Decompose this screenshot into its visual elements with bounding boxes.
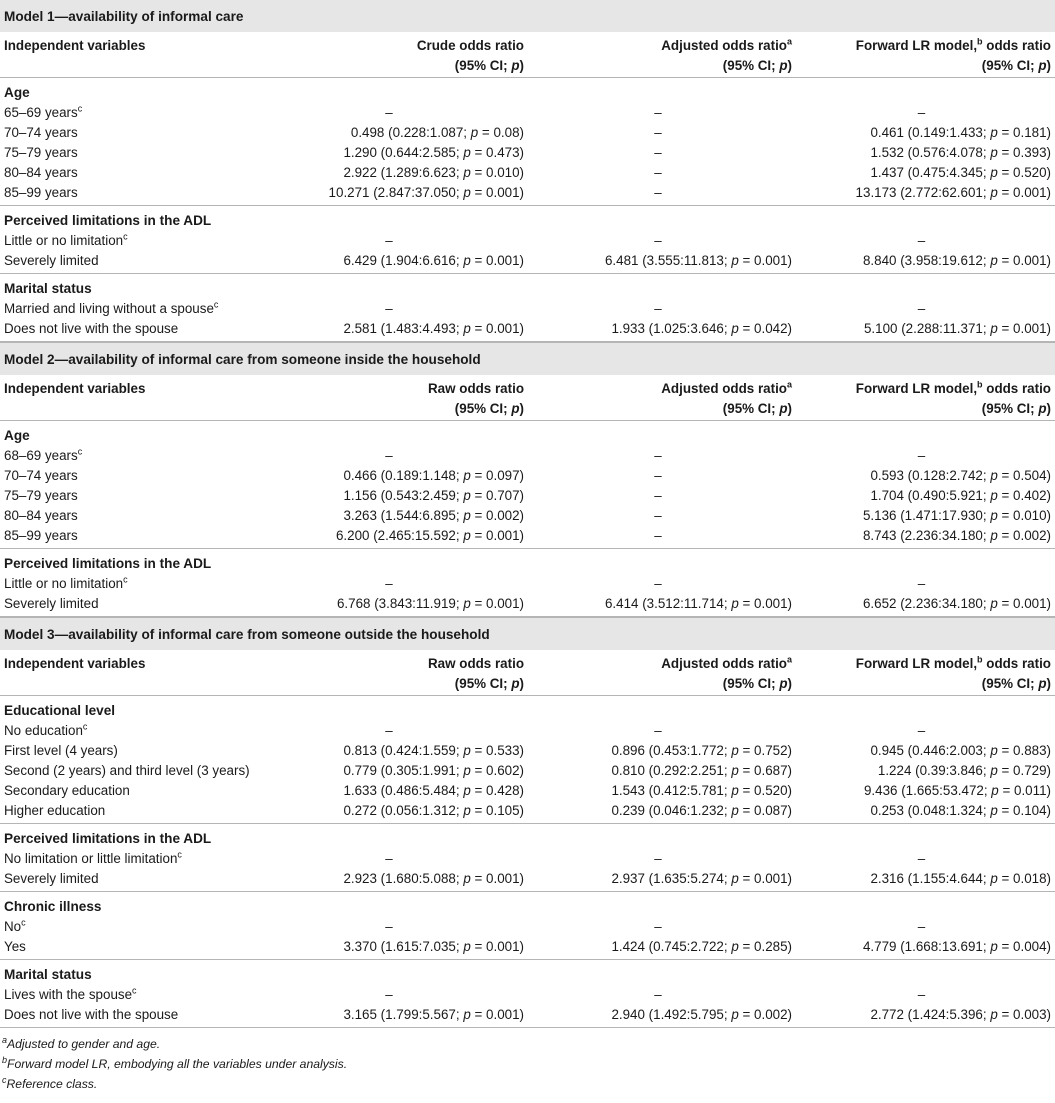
cell-value: –: [917, 723, 926, 738]
row-label-text: 70–74 years: [4, 468, 78, 483]
header-line: (95% CI; p): [454, 676, 524, 691]
row-label: [4, 721, 254, 741]
cell-value: 0.461 (0.149:1.433; p = 0.181): [870, 125, 1051, 140]
row-label-text: 65–69 years: [4, 105, 78, 120]
column-header-forward-lr: [792, 36, 1051, 77]
cell-value: 0.945 (0.446:2.003; p = 0.883): [870, 743, 1051, 758]
model-title: Model 2—availability of informal care from someone inside the household: [0, 343, 1055, 375]
row-label-text: No limitation or little limitation: [4, 851, 178, 866]
row-label: [4, 446, 254, 466]
footnote-marker: a: [2, 1034, 8, 1045]
cell-value: 0.810 (0.292:2.251; p = 0.687): [611, 763, 792, 778]
cell-value: 10.271 (2.847:37.050; p = 0.001): [328, 185, 524, 200]
cell-value: 2.772 (1.424:5.396; p = 0.003): [870, 1007, 1051, 1022]
row-label: [4, 741, 254, 761]
variable-group: [0, 206, 1055, 274]
variable-group: [0, 960, 1055, 1028]
row-label-text: Does not live with the spouse: [4, 321, 179, 336]
row-label-text: Married and living without a spouse: [4, 301, 214, 316]
row-label: [4, 1005, 254, 1025]
table-row: [0, 917, 1055, 937]
column-header-raw-odds: [254, 654, 524, 695]
column-header-variables: Independent variables: [4, 656, 146, 671]
footnote-marker: b: [977, 654, 983, 665]
footnote-text: Adjusted to gender and age.: [7, 1037, 161, 1051]
variable-group: [0, 824, 1055, 892]
cell-value: 3.370 (1.615:7.035; p = 0.001): [343, 939, 524, 954]
cell-value: 0.896 (0.453:1.772; p = 0.752): [611, 743, 792, 758]
cell-value: –: [917, 448, 926, 463]
cell-value: 3.165 (1.799:5.567; p = 0.001): [343, 1007, 524, 1022]
group-title: Marital status: [4, 281, 92, 296]
cell-value: 13.173 (2.772:62.601; p = 0.001): [855, 185, 1051, 200]
table-row: [0, 299, 1055, 319]
row-label-text: Severely limited: [4, 871, 99, 886]
row-label: [4, 574, 254, 594]
group-title: Chronic illness: [4, 899, 102, 914]
table-header-row: [0, 375, 1055, 421]
table-header-row: [0, 650, 1055, 696]
cell-value: 2.940 (1.492:5.795; p = 0.002): [611, 1007, 792, 1022]
row-label: [4, 526, 254, 546]
header-line: Adjusted odds ratio: [661, 38, 787, 53]
cell-value: 1.224 (0.39:3.846; p = 0.729): [877, 763, 1051, 778]
group-title: Age: [4, 85, 30, 100]
cell-value: –: [917, 919, 926, 934]
cell-value: –: [917, 851, 926, 866]
header-line: (95% CI; p): [981, 58, 1051, 73]
table-row: [0, 183, 1055, 203]
row-label: [4, 466, 254, 486]
cell-value: 6.414 (3.512:11.714; p = 0.001): [604, 596, 792, 611]
cell-value: 0.253 (0.048:1.324; p = 0.104): [870, 803, 1051, 818]
footnote-marker: c: [177, 849, 182, 860]
cell-value: 1.424 (0.745:2.722; p = 0.285): [611, 939, 792, 954]
footnote-marker: b: [2, 1054, 8, 1065]
cell-value: –: [917, 576, 926, 591]
cell-value: 6.652 (2.236:34.180; p = 0.001): [862, 596, 1051, 611]
footnote-marker: c: [82, 721, 88, 732]
header-line: (95% CI; p): [722, 401, 792, 416]
row-label: [4, 123, 254, 143]
row-label-text: 75–79 years: [4, 488, 78, 503]
table-row: [0, 574, 1055, 594]
cell-value: –: [917, 987, 926, 1002]
cell-value: 6.481 (3.555:11.813; p = 0.001): [604, 253, 792, 268]
header-line: Forward LR model,: [855, 656, 978, 671]
row-label-text: Second (2 years) and third level (3 years): [4, 763, 250, 778]
footnote-marker: b: [977, 36, 983, 47]
column-header-adjusted-odds: [524, 36, 792, 77]
header-line: Crude odds ratio: [416, 38, 524, 53]
row-label: [4, 506, 254, 526]
row-label: [4, 163, 254, 183]
table-row: [0, 231, 1055, 251]
cell-value: –: [385, 919, 393, 934]
footnote-text: Forward model LR, embodying all the variables under analysis.: [7, 1057, 348, 1071]
cell-value: 1.156 (0.543:2.459; p = 0.707): [343, 488, 524, 503]
cell-value: 2.316 (1.155:4.644; p = 0.018): [870, 871, 1051, 886]
cell-value: –: [385, 301, 393, 316]
row-label-text: Severely limited: [4, 253, 99, 268]
column-header-adjusted-odds: [524, 654, 792, 695]
header-line: (95% CI; p): [981, 401, 1051, 416]
cell-value: 4.779 (1.668:13.691; p = 0.004): [862, 939, 1051, 954]
row-label: [4, 869, 254, 889]
cell-value: 1.704 (0.490:5.921; p = 0.402): [870, 488, 1051, 503]
cell-value: 8.743 (2.236:34.180; p = 0.002): [862, 528, 1051, 543]
footnote-marker: c: [132, 985, 137, 996]
header-line: Raw odds ratio: [428, 656, 524, 671]
column-header-adjusted-odds: [524, 379, 792, 420]
row-label-text: No: [4, 919, 22, 934]
header-line: odds ratio: [982, 38, 1051, 53]
row-label-text: 75–79 years: [4, 145, 78, 160]
cell-value: –: [654, 987, 662, 1002]
row-label: [4, 937, 254, 957]
cell-value: –: [654, 165, 662, 180]
cell-value: –: [654, 919, 662, 934]
cell-value: –: [654, 448, 662, 463]
cell-value: 1.290 (0.644:2.585; p = 0.473): [343, 145, 524, 160]
cell-value: 1.532 (0.576:4.078; p = 0.393): [870, 145, 1051, 160]
cell-value: 2.923 (1.680:5.088; p = 0.001): [343, 871, 524, 886]
cell-value: 0.272 (0.056:1.312; p = 0.105): [343, 803, 524, 818]
cell-value: 8.840 (3.958:19.612; p = 0.001): [862, 253, 1051, 268]
cell-value: –: [654, 185, 662, 200]
row-label: [4, 801, 254, 821]
row-label-text: Little or no limitation: [4, 576, 124, 591]
header-line: (95% CI; p): [722, 676, 792, 691]
footnote-marker: c: [2, 1074, 7, 1085]
table-row: [0, 446, 1055, 466]
table-row: [0, 123, 1055, 143]
table-header-row: [0, 32, 1055, 78]
header-line: (95% CI; p): [722, 58, 792, 73]
column-header-raw-odds: [254, 379, 524, 420]
row-label: [4, 486, 254, 506]
table-row: [0, 849, 1055, 869]
cell-value: 0.593 (0.128:2.742; p = 0.504): [870, 468, 1051, 483]
cell-value: –: [654, 508, 662, 523]
row-label: [4, 231, 254, 251]
table-row: [0, 163, 1055, 183]
row-label: [4, 761, 254, 781]
footnote-text: Reference class.: [6, 1077, 98, 1091]
footnote-marker: a: [786, 36, 792, 47]
table-row: [0, 143, 1055, 163]
table-row: [0, 251, 1055, 271]
cell-value: 1.437 (0.475:4.345; p = 0.520): [870, 165, 1051, 180]
footnote-a: [2, 1034, 1053, 1054]
row-label: [4, 143, 254, 163]
variable-group: [0, 274, 1055, 342]
cell-value: –: [654, 125, 662, 140]
cell-value: –: [385, 233, 393, 248]
group-title: Perceived limitations in the ADL: [4, 831, 212, 846]
column-header-raw-odds: [254, 36, 524, 77]
row-label-text: First level (4 years): [4, 743, 118, 758]
model-title: Model 3—availability of informal care from someone outside the household: [0, 618, 1055, 650]
cell-value: 0.239 (0.046:1.232; p = 0.087): [611, 803, 792, 818]
row-label: [4, 319, 254, 339]
footnote-c: [2, 1074, 1053, 1094]
variable-group: [0, 421, 1055, 549]
row-label-text: Higher education: [4, 803, 106, 818]
variable-group: [0, 696, 1055, 824]
table-row: [0, 506, 1055, 526]
table-row: [0, 486, 1055, 506]
model-section: [0, 0, 1055, 342]
cell-value: 3.263 (1.544:6.895; p = 0.002): [343, 508, 524, 523]
header-line: odds ratio: [982, 381, 1051, 396]
cell-value: 9.436 (1.665:53.472; p = 0.011): [863, 783, 1051, 798]
group-title: Perceived limitations in the ADL: [4, 556, 212, 571]
cell-value: –: [385, 576, 393, 591]
table-footnotes: [0, 1028, 1055, 1094]
cell-value: 0.466 (0.189:1.148; p = 0.097): [343, 468, 524, 483]
cell-value: –: [654, 851, 662, 866]
footnote-marker: c: [77, 103, 83, 114]
cell-value: 6.429 (1.904:6.616; p = 0.001): [343, 253, 524, 268]
header-line: (95% CI; p): [454, 58, 524, 73]
table-row: [0, 869, 1055, 889]
cell-value: –: [385, 723, 393, 738]
cell-value: –: [654, 233, 662, 248]
cell-value: –: [385, 987, 393, 1002]
footnote-b: [2, 1054, 1053, 1074]
footnote-marker: a: [786, 379, 792, 390]
row-label: [4, 251, 254, 271]
group-title: Perceived limitations in the ADL: [4, 213, 212, 228]
table-row: [0, 1005, 1055, 1025]
header-line: Raw odds ratio: [428, 381, 524, 396]
table-row: [0, 761, 1055, 781]
footnote-marker: c: [123, 574, 128, 585]
row-label-text: Secondary education: [4, 783, 130, 798]
footnote-marker: c: [123, 231, 128, 242]
row-label-text: 85–99 years: [4, 528, 78, 543]
column-header-forward-lr: [792, 654, 1051, 695]
row-label-text: 80–84 years: [4, 508, 78, 523]
cell-value: 6.200 (2.465:15.592; p = 0.001): [335, 528, 524, 543]
cell-value: 1.543 (0.412:5.781; p = 0.520): [611, 783, 792, 798]
variable-group: [0, 892, 1055, 960]
table-row: [0, 781, 1055, 801]
variable-group: [0, 78, 1055, 206]
table-row: [0, 801, 1055, 821]
cell-value: –: [385, 105, 393, 120]
table-row: [0, 526, 1055, 546]
table-row: [0, 937, 1055, 957]
header-line: Forward LR model,: [855, 38, 978, 53]
variable-group: [0, 549, 1055, 617]
cell-value: –: [654, 145, 662, 160]
table-row: [0, 985, 1055, 1005]
row-label-text: Lives with the spouse: [4, 987, 133, 1002]
row-label-text: Does not live with the spouse: [4, 1007, 179, 1022]
model-title: Model 1—availability of informal care: [0, 0, 1055, 32]
row-label-text: No education: [4, 723, 83, 738]
table-row: [0, 103, 1055, 123]
cell-value: 1.633 (0.486:5.484; p = 0.428): [343, 783, 524, 798]
group-title: Educational level: [4, 703, 116, 718]
row-label-text: 80–84 years: [4, 165, 78, 180]
cell-value: 1.933 (1.025:3.646; p = 0.042): [611, 321, 792, 336]
column-header-variables: Independent variables: [4, 381, 146, 396]
model-section: [0, 617, 1055, 1028]
footnote-marker: a: [786, 654, 792, 665]
cell-value: –: [654, 528, 662, 543]
header-line: Adjusted odds ratio: [661, 381, 787, 396]
row-label-text: 68–69 years: [4, 448, 78, 463]
header-line: odds ratio: [982, 656, 1051, 671]
cell-value: –: [654, 468, 662, 483]
row-label: [4, 183, 254, 203]
cell-value: 6.768 (3.843:11.919; p = 0.001): [336, 596, 524, 611]
row-label-text: Severely limited: [4, 596, 99, 611]
cell-value: 0.498 (0.228:1.087; p = 0.08): [350, 125, 524, 140]
footnote-marker: c: [77, 446, 83, 457]
row-label: [4, 985, 254, 1005]
row-label: [4, 299, 254, 319]
header-line: (95% CI; p): [454, 401, 524, 416]
row-label: [4, 781, 254, 801]
row-label-text: Yes: [4, 939, 26, 954]
group-title: Age: [4, 428, 30, 443]
cell-value: –: [654, 488, 662, 503]
cell-value: –: [654, 301, 662, 316]
cell-value: –: [385, 851, 393, 866]
table-row: [0, 721, 1055, 741]
model-section: [0, 342, 1055, 617]
row-label: [4, 594, 254, 614]
header-line: Forward LR model,: [855, 381, 978, 396]
cell-value: 5.136 (1.471:17.930; p = 0.010): [862, 508, 1051, 523]
group-title: Marital status: [4, 967, 92, 982]
cell-value: 0.813 (0.424:1.559; p = 0.533): [343, 743, 524, 758]
cell-value: –: [654, 723, 662, 738]
column-header-variables: Independent variables: [4, 38, 146, 53]
row-label-text: 70–74 years: [4, 125, 78, 140]
table-row: [0, 466, 1055, 486]
row-label: [4, 103, 254, 123]
cell-value: –: [917, 105, 926, 120]
cell-value: 5.100 (2.288:11.371; p = 0.001): [863, 321, 1051, 336]
header-line: (95% CI; p): [981, 676, 1051, 691]
cell-value: –: [917, 301, 926, 316]
cell-value: 2.581 (1.483:4.493; p = 0.001): [343, 321, 524, 336]
table-row: [0, 741, 1055, 761]
cell-value: –: [385, 448, 393, 463]
row-label-text: Little or no limitation: [4, 233, 124, 248]
cell-value: –: [654, 105, 662, 120]
cell-value: –: [654, 576, 662, 591]
column-header-forward-lr: [792, 379, 1051, 420]
cell-value: –: [917, 233, 926, 248]
footnote-marker: c: [21, 917, 26, 928]
cell-value: 2.922 (1.289:6.623; p = 0.010): [343, 165, 524, 180]
footnote-marker: b: [977, 379, 983, 390]
cell-value: 2.937 (1.635:5.274; p = 0.001): [611, 871, 792, 886]
table-row: [0, 594, 1055, 614]
cell-value: 0.779 (0.305:1.991; p = 0.602): [343, 763, 524, 778]
table-row: [0, 319, 1055, 339]
footnote-marker: c: [213, 299, 219, 310]
row-label: [4, 849, 254, 869]
header-line: Adjusted odds ratio: [661, 656, 787, 671]
row-label: [4, 917, 254, 937]
row-label-text: 85–99 years: [4, 185, 78, 200]
